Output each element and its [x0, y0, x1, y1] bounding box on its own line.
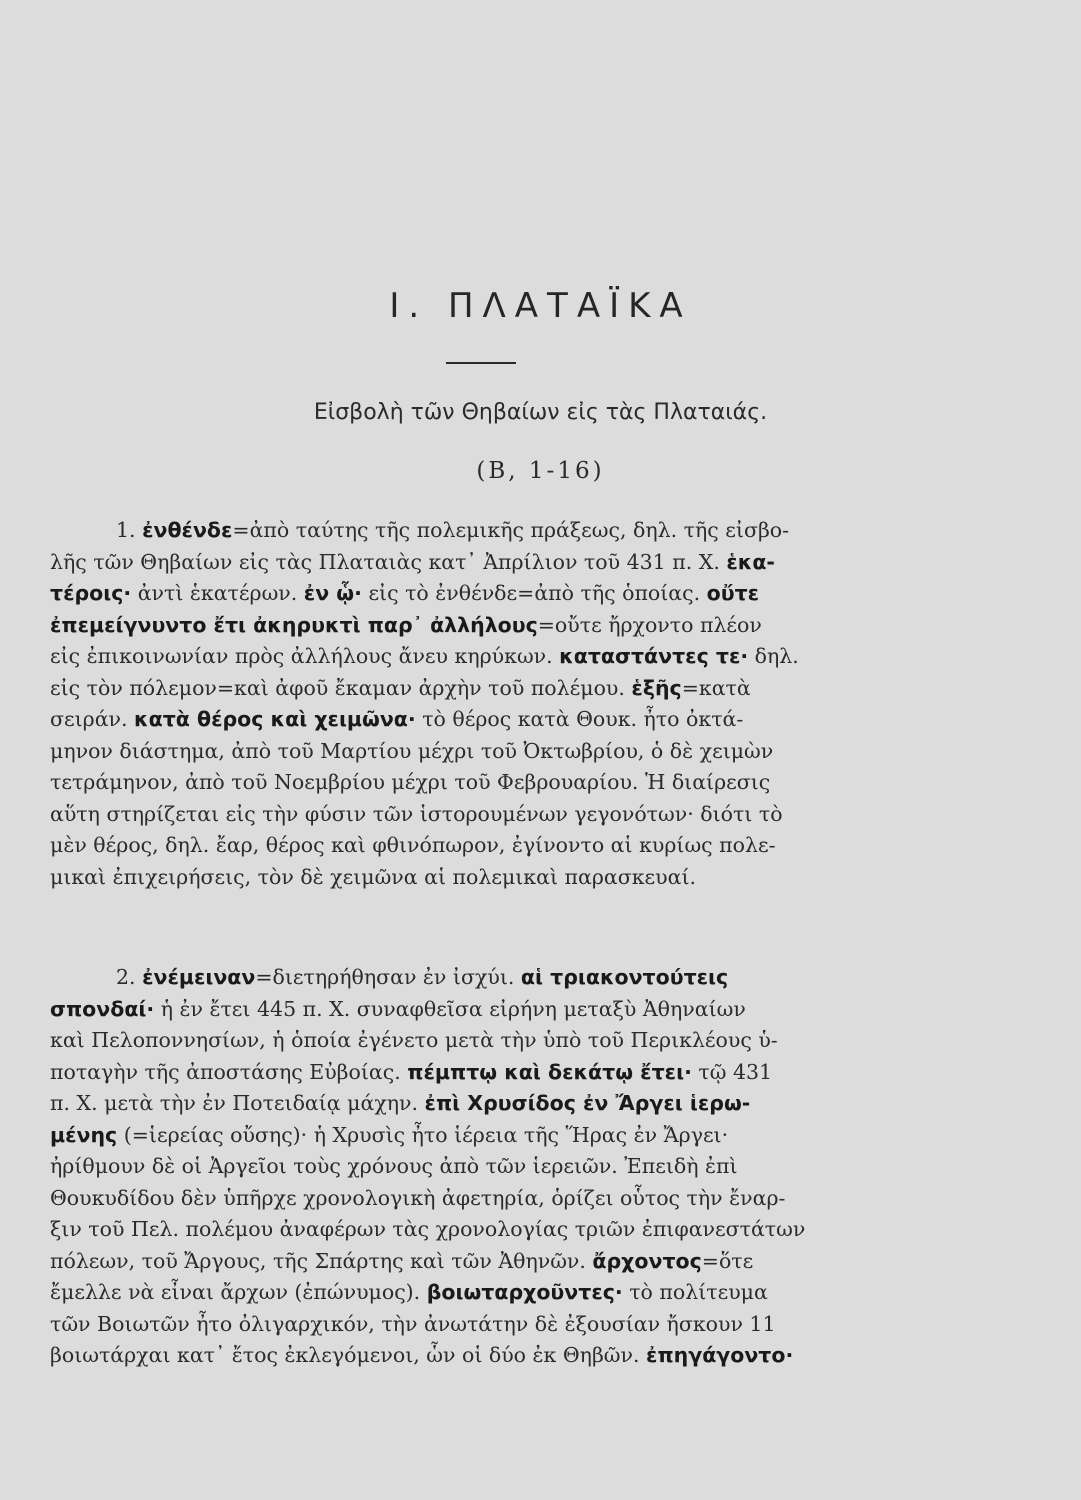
lemma-term: τέροις·	[50, 581, 132, 605]
text-line: πόλεων, τοῦ Ἄργους, τῆς Σπάρτης καὶ τῶν Ἀθηνῶν. ἄρχοντος=ὅτε	[50, 1248, 754, 1273]
lemma-term: αἱ τριακοντούτεις	[520, 965, 729, 989]
text-line: π. Χ. μετὰ τὴν ἐν Ποτειδαίᾳ μάχην. ἐπὶ Χρυσίδος ἐν Ἄργει ἱερω-	[50, 1091, 751, 1115]
lemma-term: οὔτε	[706, 581, 760, 605]
commentary-paragraph-1	[50, 515, 898, 893]
text-line: μὲν θέρος, δηλ. ἔαρ, θέρος καὶ φθινόπωρον, ἐγίνοντο αἱ κυρίως πολε-	[50, 833, 776, 857]
lemma-term: σπονδαί·	[50, 996, 155, 1021]
lemma-term: ἑκα-	[726, 549, 775, 574]
text-line: ποταγὴν τῆς ἀποστάσης Εὐβοίας. πέμπτῳ καὶ δεκάτῳ ἔτει· τῷ 431	[50, 1059, 773, 1084]
lemma-term: ἄρχοντος	[592, 1248, 702, 1273]
text-line: εἰς τὸν πόλεμον=καὶ ἀφοῦ ἔκαμαν ἀρχὴν τοῦ πολέμου. ἑξῆς=κατὰ	[50, 675, 751, 700]
lemma-term: βοιωταρχοῦντες·	[426, 1280, 623, 1304]
lemma-term: μένης	[50, 1122, 118, 1147]
text-line: σειράν. κατὰ θέρος καὶ χειμῶνα· τὸ θέρος κατὰ Θουκ. ἦτο ὀκτά-	[50, 707, 744, 731]
lemma-term: ἐν ᾧ·	[303, 581, 362, 605]
lemma-term: κατὰ θέρος καὶ χειμῶνα·	[134, 707, 416, 731]
text-line: Θουκυδίδου δὲν ὑπῆρχε χρονολογικὴ ἀφετηρία, ὁρίζει οὗτος τὴν ἔναρ-	[50, 1185, 786, 1210]
text-line: καὶ Πελοποννησίων, ἡ ὁποία ἐγένετο μετὰ τὴν ὑπὸ τοῦ Περικλέους ὑ-	[50, 1028, 778, 1052]
lemma-term: ἐπεμείγνυντο ἔτι ἀκηρυκτὶ παρ᾽ ἀλλήλους	[50, 612, 538, 637]
text-line: τέροις· ἀντὶ ἑκατέρων. ἐν ᾧ· εἰς τὸ ἐνθένδε=ἀπὸ τῆς ὁποίας. οὔτε	[50, 581, 760, 605]
text-line: τετράμηνον, ἀπὸ τοῦ Νοεμβρίου μέχρι τοῦ Φεβρουαρίου. Ἡ διαίρεσις	[50, 770, 771, 794]
lemma-term: πέμπτῳ καὶ δεκάτῳ ἔτει·	[407, 1059, 692, 1084]
lemma-term: καταστάντες τε·	[559, 644, 749, 668]
text-line: μηνον διάστημα, ἀπὸ τοῦ Μαρτίου μέχρι τοῦ Ὀκτωβρίου, ὁ δὲ χειμὼν	[50, 738, 774, 763]
text-line: βοιωτάρχαι κατ᾽ ἔτος ἐκλεγόμενοι, ὧν οἱ δύο ἐκ Θηβῶν. ἐπηγάγοντο·	[50, 1343, 794, 1367]
text-line: ἔμελλε νὰ εἶναι ἄρχων (ἐπώνυμος). βοιωταρχοῦντες· τὸ πολίτευμα	[50, 1280, 768, 1304]
text-line: ἠρίθμουν δὲ οἱ Ἀργεῖοι τοὺς χρόνους ἀπὸ τῶν ἱερειῶν. Ἐπειδὴ ἐπὶ	[50, 1154, 738, 1178]
lemma-term: ἑξῆς	[631, 675, 682, 700]
lemma-term: ἐπὶ Χρυσίδος ἐν Ἄργει ἱερω-	[424, 1091, 751, 1115]
text-line: αὕτη στηρίζεται εἰς τὴν φύσιν τῶν ἱστορουμένων γεγονότων· διότι τὸ	[50, 801, 783, 826]
text-line: τῶν Βοιωτῶν ἦτο ὀλιγαρχικόν, τὴν ἀνωτάτην δὲ ἐξουσίαν ἤσκουν 11	[50, 1311, 776, 1336]
text-line: μένης (=ἱερείας οὔσης)· ἡ Χρυσὶς ἦτο ἱέρεια τῆς Ἥρας ἐν Ἄργει·	[50, 1122, 729, 1147]
lemma-term: ἐνθένδε	[142, 518, 233, 542]
text-line: ξιν τοῦ Πελ. πολέμου ἀναφέρων τὰς χρονολογίας τριῶν ἐπιφανεστάτων	[50, 1217, 806, 1241]
text-line: σπονδαί· ἡ ἐν ἔτει 445 π. Χ. συναφθεῖσα εἰρήνη μεταξὺ Ἀθηναίων	[50, 996, 746, 1021]
chapter-title: I. ΠΛΑΤΑΪΚΑ	[389, 286, 692, 326]
text-line: λῆς τῶν Θηβαίων εἰς τὰς Πλαταιὰς κατ᾽ Ἀπρίλιον τοῦ 431 π. Χ. ἑκα-	[50, 549, 775, 574]
text-line: 2. ἐνέμειναν=διετηρήθησαν ἐν ἰσχύι. αἱ τριακοντούτεις	[116, 965, 729, 989]
source-reference: (Β, 1-16)	[476, 458, 605, 484]
text-line: μικαὶ ἐπιχειρήσεις, τὸν δὲ χειμῶνα αἱ πολεμικαὶ παρασκευαί.	[50, 864, 697, 889]
text-line: εἰς ἐπικοινωνίαν πρὸς ἀλλήλους ἄνευ κηρύκων. καταστάντες τε· δηλ.	[50, 644, 799, 668]
text-line: ἐπεμείγνυντο ἔτι ἀκηρυκτὶ παρ᾽ ἀλλήλους=οὔτε ἤρχοντο πλέον	[50, 612, 762, 637]
commentary-paragraph-2	[50, 962, 898, 1372]
title-rule	[446, 362, 516, 364]
section-subtitle: Εἰσβολὴ τῶν Θηβαίων εἰς τὰς Πλαταιάς.	[313, 400, 768, 425]
text-line: 1. ἐνθένδε=ἀπὸ ταύτης τῆς πολεμικῆς πράξεως, δηλ. τῆς εἰσβο-	[116, 518, 790, 542]
lemma-term: ἐνέμειναν	[142, 965, 256, 989]
lemma-term: ἐπηγάγοντο·	[646, 1343, 794, 1367]
